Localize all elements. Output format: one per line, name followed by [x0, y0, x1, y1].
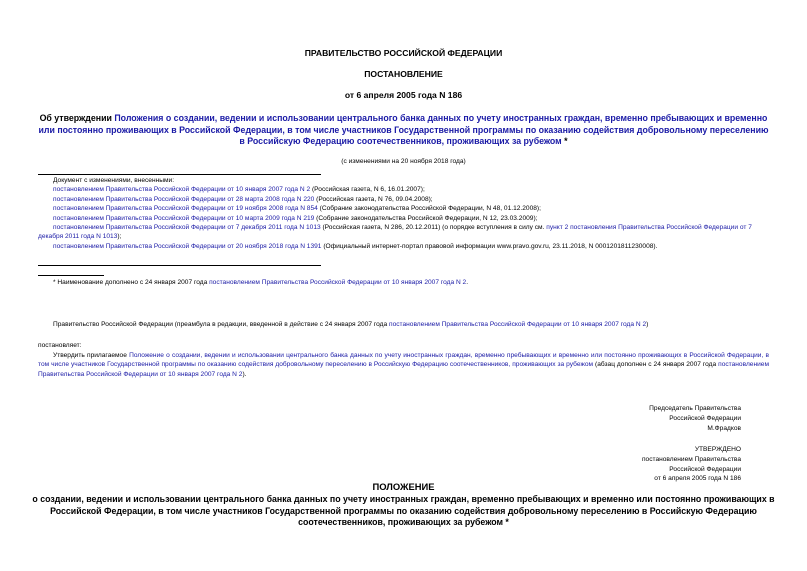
amendment-source: (Российская газета, N 286, 20.12.2011) (о порядке вступления в силу см. [320, 224, 547, 232]
amendment-link[interactable]: постановлением Правительства Российской Федерации от 20 ноября 2018 года N 1391 [53, 242, 322, 250]
signature-block [649, 404, 741, 433]
amendments-heading: Документ с изменениями, внесенными: [53, 177, 175, 184]
amendment-link[interactable]: постановлением Правительства Российской Федерации от 10 марта 2009 года N 219 [53, 214, 315, 222]
divider [38, 174, 321, 175]
approved-date: от 6 апреля 2005 года N 186 [654, 475, 741, 483]
amendment-link[interactable]: постановлением Правительства Российской Федерации от 10 января 2007 года N 2 [53, 186, 311, 194]
date-number-heading: от 6 апреля 2005 года N 186 [344, 90, 463, 100]
regulation-title: о создании, ведении и использовании центрального банка данных по учету иностранных граждан, временно пребывающих и временно или постоянно проживающих в Российской Федерации, в том числе участников Государственной программы по оказанию содействия добровольному переселению в Российскую Федерацию соотечественников, проживающих за рубежом * [32, 494, 775, 528]
document-title [38, 113, 769, 148]
regulation-heading: ПОЛОЖЕНИЕ [372, 481, 435, 492]
list-item [38, 195, 769, 204]
regulation-link[interactable]: Положение о создании, ведении и использовании центрального банка данных по учету иностранных граждан, временно пребывающих и временно или постоянно проживающих в Российской Федерации, в том числе участников Государственной программы по оказанию содействия добровольному переселению в Российскую Федерацию соотечественников, проживающих за рубежом [38, 352, 769, 369]
amendment-link-secondary[interactable]: пункт 2 постановления Правительства Российской Федерации от 7 декабря 2011 года N 1013 [38, 224, 752, 241]
signature-organization: Российской Федерации [669, 414, 741, 422]
footnote-link[interactable]: постановлением Правительства Российской Федерации от 10 января 2007 года N 2 [209, 279, 467, 286]
approval-stamp [642, 445, 741, 484]
approved-label: УТВЕРЖДЕНО [694, 446, 741, 453]
signature-position: Председатель Правительства [649, 405, 741, 412]
title-prefix: Об утверждении [39, 113, 115, 123]
amendment-source: (Собрание законодательства Российской Федерации, N 48, 01.12.2008); [317, 205, 541, 213]
footnote-end: . [466, 279, 469, 286]
list-item [38, 223, 769, 242]
signature-name: М.Фрадков [707, 424, 741, 432]
preamble-text: Правительство Российской Федерации (преамбула в редакции, введенной в действие с 24 января 2007 года [53, 321, 389, 328]
list-item [38, 204, 769, 213]
approve-text-2: (абзац дополнен с 24 января 2007 года [593, 361, 719, 369]
approved-by: постановлением Правительства [641, 455, 741, 463]
footnote-divider [38, 275, 104, 276]
approve-text: Утвердить прилагаемое [53, 352, 130, 359]
list-item [38, 214, 769, 223]
amendment-source: (Собрание законодательства Российской Федерации, N 12, 23.03.2009); [314, 214, 538, 222]
divider [38, 265, 321, 266]
amendment-source-end: ); [117, 233, 122, 241]
amendment-source: (Российская газета, N 76, 09.04.2008); [314, 195, 433, 203]
amendment-link[interactable]: постановлением Правительства Российской Федерации от 28 марта 2008 года N 220 [53, 195, 315, 203]
title-link[interactable]: Положения о создании, ведении и использовании центрального банка данных по учету иностранных граждан, временно пребывающих и временно или постоянно проживающих в Российской Федерации, в том числе участников Государственной программы по оказанию содействия добровольному переселению в Российскую Федерацию соотечественников, проживающих за рубежом [38, 113, 769, 147]
list-item [38, 242, 769, 251]
doc-type-heading: ПОСТАНОВЛЕНИЕ [364, 69, 443, 79]
changes-note: (с изменениями на 20 ноября 2018 года) [341, 158, 466, 165]
amendment-source: (Официальный интернет-портал правовой информации www.pravo.gov.ru, 23.11.2018, N 0001201811230008). [321, 242, 658, 250]
preamble [53, 320, 769, 329]
footnote [53, 278, 769, 287]
preamble-link[interactable]: постановлением Правительства Российской Федерации от 10 января 2007 года N 2 [389, 321, 647, 328]
government-heading: ПРАВИТЕЛЬСТВО РОССИЙСКОЙ ФЕДЕРАЦИИ [304, 48, 503, 58]
amendments-block [38, 176, 769, 251]
amendment-source: (Российская газета, N 6, 16.01.2007); [310, 186, 425, 194]
approve-amendment-link[interactable]: постановлением Правительства Российской Федерации от 10 января 2007 года N 2 [38, 361, 769, 378]
amendment-link[interactable]: постановлением Правительства Российской Федерации от 19 ноября 2008 года N 854 [53, 205, 318, 213]
amendment-link[interactable]: постановлением Правительства Российской Федерации от 7 декабря 2011 года N 1013 [53, 224, 321, 232]
approve-end: ). [242, 370, 247, 378]
decrees-text: постановляет: [38, 342, 82, 349]
approved-organization: Российской Федерации [669, 465, 741, 473]
approve-paragraph [38, 351, 769, 379]
preamble-end: ) [646, 321, 649, 328]
list-item [38, 185, 769, 194]
title-asterisk: * [561, 136, 568, 147]
footnote-text: * Наименование дополнено с 24 января 2007 года [53, 279, 210, 286]
